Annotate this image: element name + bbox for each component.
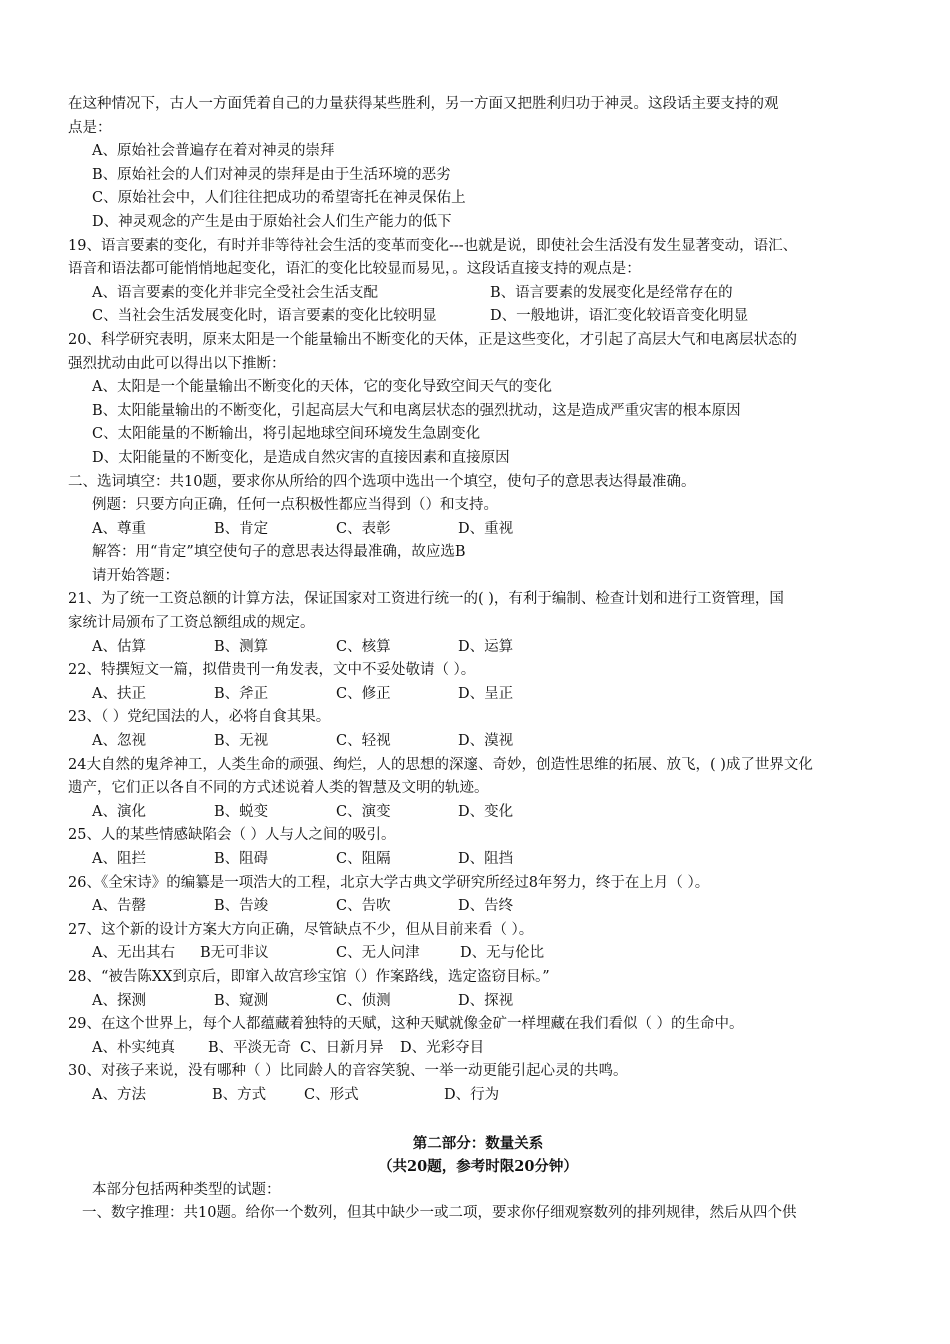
part2-intro: 本部分包括两种类型的试题： [92,1181,281,1198]
q30-option-d: D、行为 [444,1086,500,1103]
q18-stem-line-1: 在这种情况下，古人一方面凭着自己的力量获得某些胜利，另一方面又把胜利归功于神灵。这段话主要支持的观 [68,96,779,112]
q26-option-b: B、告竣 [214,898,269,915]
q28-stem: 28、“被告陈XX到京后，即窜入故宫珍宝馆（）作案路线，选定盗窃目标。” [68,968,550,985]
q21-stem-line-2: 家统计局颁布了工资总额组成的规定。 [68,615,315,632]
example-options [68,518,888,542]
start-prompt: 请开始答题： [92,567,179,584]
q18-option-d: D、神灵观念的产生是由于原始社会人们生产能力的低下 [92,213,452,230]
q22-option-b: B、斧正 [214,685,269,702]
q29-options [68,1037,888,1061]
q19-option-c: C、当社会生活发展变化时，语言要素的变化比较明显 [92,308,437,325]
q19-options-row-2 [68,305,888,329]
q18-stem-line-2: 点是： [68,119,112,136]
q21-stem-line-1: 21、为了统一工资总额的计算方法，保证国家对工资进行统一的( )，有利于编制、检查计划和进行工资管理，国 [68,591,784,608]
part2-title: 第二部分：数量关系 [412,1134,544,1152]
q30-options [68,1084,888,1108]
section-spacer [68,1108,888,1132]
q19-option-b: B、语言要素的发展变化是经常存在的 [490,284,733,301]
q30-option-c: C、形式 [304,1086,359,1103]
example-option-c: C、表彰 [336,520,391,537]
q23-stem: 23、（ ）党纪国法的人，必将自食其果。 [68,709,331,726]
q23-options [68,730,888,754]
q20-option-d: D、太阳能量的不断变化，是造成自然灾害的直接因素和直接原因 [92,449,510,466]
q27-option-c: C、无人问津 [336,945,420,962]
q24-options [68,801,888,825]
q29-option-d: D、光彩夺目 [400,1039,485,1056]
q25-option-b: B、阻碍 [214,851,269,867]
part2-item1: 一、数字推理：共10题。给你一个数列，但其中缺少一或二项，要求你仔细观察数列的排列规律，然后从四个供 [82,1205,797,1222]
q20-option-c: C、太阳能量的不断输出，将引起地球空间环境发生急剧变化 [92,426,481,443]
q23-option-c: C、轻视 [336,733,391,750]
q21-option-d: D、运算 [458,638,514,655]
q20-stem-line-1: 20、科学研究表明，原来太阳是一个能量输出不断变化的天体，正是这些变化，才引起了高层大气和电离层状态的 [68,331,797,348]
q28-option-c: C、侦测 [336,992,391,1009]
example-answer: 解答：用“肯定”填空使句子的意思表达得最准确，故应选B [92,544,466,561]
q25-option-d: D、阻挡 [458,851,514,867]
q25-options [68,848,888,872]
q19-option-d: D、一般地讲，语汇变化较语音变化明显 [490,308,749,325]
q22-option-d: D、呈正 [458,685,514,702]
q27-option-b: B无可非议 [200,945,269,962]
q25-option-c: C、阻隔 [336,851,391,867]
q23-option-d: D、漠视 [458,733,514,750]
q27-option-d: D、无与伦比 [460,945,545,962]
q23-option-b: B、无视 [214,733,269,750]
q19-option-a: A、语言要素的变化并非完全受社会生活支配 [92,284,378,301]
example-option-a: A、尊重 [92,520,146,537]
q20-option-a: A、太阳是一个能量输出不断变化的天体，它的变化导致空间天气的变化 [92,379,552,396]
q27-options [68,942,888,966]
q30-option-a: A、方法 [92,1086,146,1103]
q22-stem: 22、特撰短文一篇，拟借贵刊一角发表，文中不妥处敬请（ ）。 [68,662,476,679]
q25-option-a: A、阻拦 [92,851,146,867]
q24-option-b: B、蜕变 [214,803,269,820]
q30-option-b: B、方式 [212,1086,267,1103]
q19-options-row-1 [68,282,888,306]
q21-option-b: B、测算 [214,638,269,655]
q22-options [68,683,888,707]
q20-option-b: B、太阳能量输出的不断变化，引起高层大气和电离层状态的强烈扰动，这是造成严重灾害的根本原因 [92,402,741,419]
q28-option-d: D、探视 [458,992,514,1009]
q21-option-c: C、核算 [336,638,391,655]
q22-option-a: A、扶正 [92,685,146,702]
q29-option-a: A、朴实纯真 [92,1039,175,1056]
q30-stem: 30、对孩子来说，没有哪种（ ）比同龄人的音容笑貌、一举一动更能引起心灵的共鸣。 [68,1063,628,1080]
q23-option-a: A、忽视 [92,733,146,750]
q19-stem-line-1: 19、语言要素的变化，有时并非等待社会生活的变革而变化---也就是说，即使社会生活没有发生显著变动，语汇、 [68,237,798,254]
q24-option-c: C、演变 [336,803,391,820]
q25-stem: 25、人的某些情感缺陷会（ ）人与人之间的吸引。 [68,827,396,844]
q27-stem: 27、这个新的设计方案大方向正确，尽管缺点不少，但从目前来看（ ）。 [68,921,534,938]
q29-option-c: C、日新月异 [300,1039,384,1056]
exam-page [68,93,888,1226]
q21-options [68,636,888,660]
q24-option-a: A、演化 [92,803,146,820]
q27-option-a: A、无出其右 [92,945,175,962]
q28-options [68,990,888,1014]
q19-stem-line-2: 语音和语法都可能悄悄地起变化，语汇的变化比较显而易见，。这段话直接支持的观点是： [68,261,641,278]
q26-option-c: C、告吹 [336,898,391,915]
q18-option-c: C、原始社会中，人们往往把成功的希望寄托在神灵保佑上 [92,190,466,207]
q24-stem-line-2: 遗产，它们正以各自不同的方式述说着人类的智慧及文明的轨迹。 [68,780,489,797]
q18-option-a: A、原始社会普遍存在着对神灵的崇拜 [92,143,335,160]
q28-option-b: B、窥测 [214,992,269,1009]
q24-stem-line-1: 24大自然的鬼斧神工，人类生命的顽强、绚烂，人的思想的深邃、奇妙，创造性思维的拓展、放飞，( )成了世界文化 [68,756,813,773]
example-option-b: B、肯定 [214,520,269,537]
q18-option-b: B、原始社会的人们对神灵的崇拜是由于生活环境的恶劣 [92,166,451,183]
q26-stem: 26、《全宋诗》的编纂是一项浩大的工程，北京大学古典文学研究所经过8年努力，终于在上月（ ）。 [68,874,710,891]
q26-option-d: D、告终 [458,898,514,915]
q26-option-a: A、告罄 [92,898,146,915]
q28-option-a: A、探测 [92,992,146,1009]
q22-option-c: C、修正 [336,685,391,702]
q20-stem-line-2: 强烈扰动由此可以得出以下推断： [68,355,286,372]
q24-option-d: D、变化 [458,803,514,820]
example-option-d: D、重视 [458,520,514,537]
section2-intro: 二、选词填空：共10题，要求你从所给的四个选项中选出一个填空，使句子的意思表达得最准确。 [68,473,696,490]
q21-option-a: A、估算 [92,638,146,655]
q29-stem: 29、在这个世界上，每个人都蕴藏着独特的天赋，这种天赋就像金矿一样埋藏在我们看似（ ）的生命中。 [68,1016,744,1033]
q29-option-b: B、平淡无奇 [208,1039,292,1056]
section2-example: 例题：只要方向正确，任何一点积极性都应当得到（）和支持。 [92,497,498,514]
part2-subtitle: （共20题，参考时限20分钟） [378,1158,578,1176]
q26-options [68,895,888,919]
